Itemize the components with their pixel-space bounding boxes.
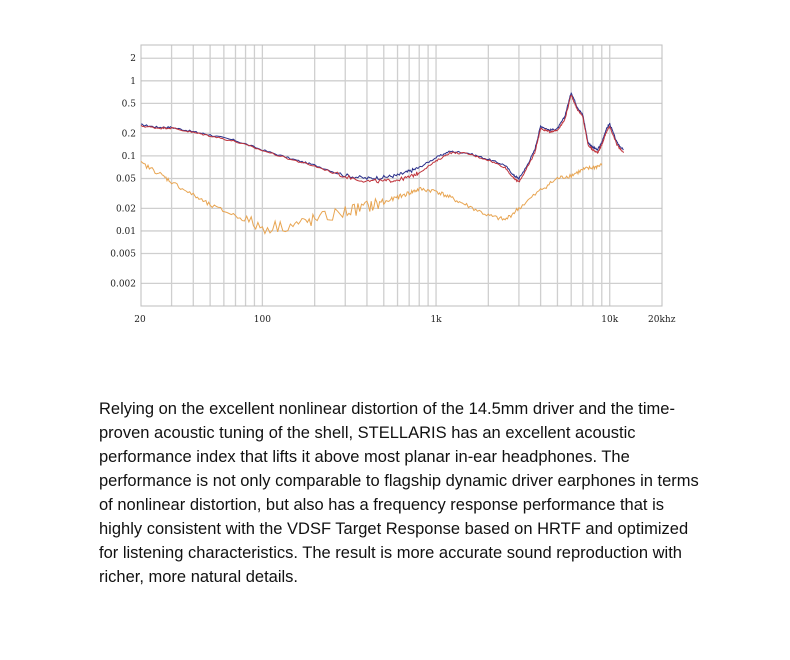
y-tick-label: 2 — [130, 54, 136, 65]
y-tick-label: 0.1 — [121, 151, 136, 162]
description-text: Relying on the excellent nonlinear distortion of the 14.5mm driver and the time-proven acoustic tuning of the shell, STELLARIS has an excellent acoustic performance index that lifts it above most planar in-ear headphones. The performance is not only comparable to flagship dynamic driver earphones in terms of nonlinear distortion, but also has a frequency response performance that is highly consistent with the VDSF Target Response based on HRTF and optimized for listening characteristics. The result is more accurate sound reproduction with richer, more natural details. — [99, 400, 699, 586]
y-tick-label: 0.01 — [115, 226, 136, 237]
y-tick-label: 0.5 — [121, 99, 136, 110]
chart-series — [141, 93, 624, 233]
plot-frame — [141, 45, 662, 306]
x-tick-label: 100 — [253, 315, 271, 325]
x-axis-ticks — [134, 315, 675, 325]
series-line-2 — [141, 96, 624, 183]
y-tick-label: 0.002 — [110, 279, 136, 290]
y-tick-label: 1 — [130, 76, 136, 87]
x-tick-label: 20khz — [648, 315, 676, 325]
y-tick-label: 0.005 — [110, 249, 136, 260]
x-tick-label: 1k — [430, 315, 442, 325]
y-tick-label: 0.2 — [121, 129, 136, 140]
y-tick-label: 0.02 — [115, 204, 136, 215]
x-tick-label: 20 — [134, 315, 146, 325]
x-tick-label: 10k — [601, 315, 619, 325]
chart-grid — [141, 45, 662, 306]
y-tick-label: 0.05 — [115, 174, 136, 185]
y-axis-ticks — [110, 54, 136, 289]
